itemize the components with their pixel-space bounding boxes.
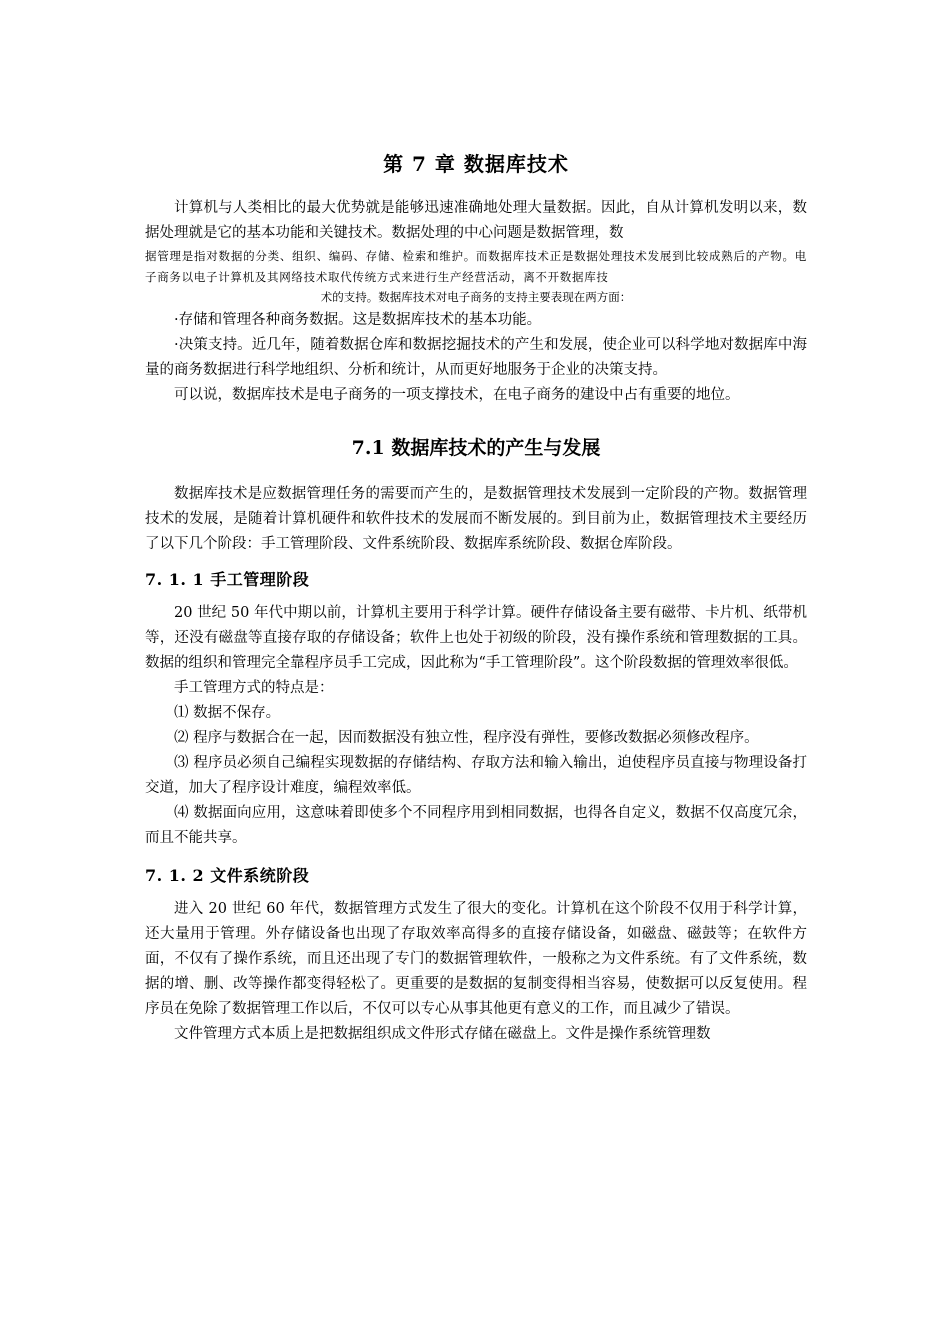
list-item: ⑷ 数据面向应用，这意味着即使多个不同程序用到相同数据，也得各自定义，数据不仅高度冗余，而且不能共享。 <box>145 804 807 846</box>
section-7-1-1-features-intro: 手工管理方式的特点是： <box>174 679 334 696</box>
intro-paragraph: 计算机与人类相比的最大优势就是能够迅速准确地处理大量数据。因此，自从计算机发明以来，数据处理就是它的基本功能和关键技术。数据处理的中心问题是数据管理，数 <box>145 200 807 241</box>
section-title-7-1-1: 7. 1. 1 手工管理阶段 <box>145 569 310 589</box>
intro-closing-paragraph: 可以说，数据库技术是电子商务的一项支撑技术，在电子商务的建设中占有重要的地位。 <box>174 386 740 403</box>
section-7-1-paragraph: 数据库技术是应数据管理任务的需要而产生的，是数据管理技术发展到一定阶段的产物。数据管理技术的发展，是随着计算机硬件和软件技术的发展而不断发展的。到目前为止，数据管理技术主要经历了以下几个阶段：手工管理阶段、文件系统阶段、数据库系统阶段、数据仓库阶段。 <box>145 485 807 552</box>
bullet-item-decision-support: ·决策支持。近几年，随着数据仓库和数据挖掘技术的产生和发展，使企业可以科学地对数据库中海量的商务数据进行科学地组织、分析和统计，从而更好地服务于企业的决策支持。 <box>145 336 807 378</box>
section-title-7-1: 7.1 数据库技术的产生与发展 <box>351 436 601 459</box>
section-title-7-1-2: 7. 1. 2 文件系统阶段 <box>145 865 310 885</box>
section-7-1-2-paragraph-2: 文件管理方式本质上是把数据组织成文件形式存储在磁盘上。文件是操作系统管理数 <box>174 1025 711 1042</box>
list-item: ⑴ 数据不保存。 <box>174 704 281 721</box>
section-7-1-2-paragraph: 进入 20 世纪 60 年代，数据管理方式发生了很大的变化。计算机在这个阶段不仅用于科学计算，还大量用于管理。外存储设备也出现了存取效率高得多的直接存储设备，如磁盘、磁鼓等；在软件方面，不仅有了操作系统，而且还出现了专门的数据管理软件，一般称之为文件系统。有了文件系统，数据的增、删、改等操作都变得轻松了。更重要的是数据的复制变得相当容易，使数据可以反复使用。程序员在免除了数据管理工作以后，不仅可以专心从事其他更有意义的工作，而且减少了错误。 <box>145 900 807 1017</box>
intro-paragraph-small: 据管理是指对数据的分类、组织、编码、存储、检索和维护。而数据库技术正是数据处理技术发展到比较成熟后的产物。电子商务以电子计算机及其网络技术取代传统方式来进行生产经营活动，离不开数据库技 <box>145 249 807 284</box>
section-7-1-1-paragraph: 20 世纪 50 年代中期以前，计算机主要用于科学计算。硬件存储设备主要有磁带、卡片机、纸带机等，还没有磁盘等直接存取的存储设备；软件上也处于初级的阶段，没有操作系统和管理数据的工具。数据的组织和管理完全靠程序员手工完成，因此称为“手工管理阶段”。这个阶段数据的管理效率很低。 <box>145 604 807 671</box>
list-item: ⑶ 程序员必须自己编程实现数据的存储结构、存取方法和输入输出，迫使程序员直接与物理设备打交道，加大了程序设计难度，编程效率低。 <box>145 754 807 796</box>
bullet-item-storage: ·存储和管理各种商务数据。这是数据库技术的基本功能。 <box>174 311 542 328</box>
chapter-title: 第 7 章 数据库技术 <box>383 152 569 176</box>
list-item: ⑵ 程序与数据合在一起，因而数据没有独立性，程序没有弹性，要修改数据必须修改程序。 <box>174 729 759 746</box>
page-content <box>145 150 807 1047</box>
intro-paragraph-small-tail: 术的支持。数据库技术对电子商务的支持主要表现在两方面： <box>320 290 632 304</box>
